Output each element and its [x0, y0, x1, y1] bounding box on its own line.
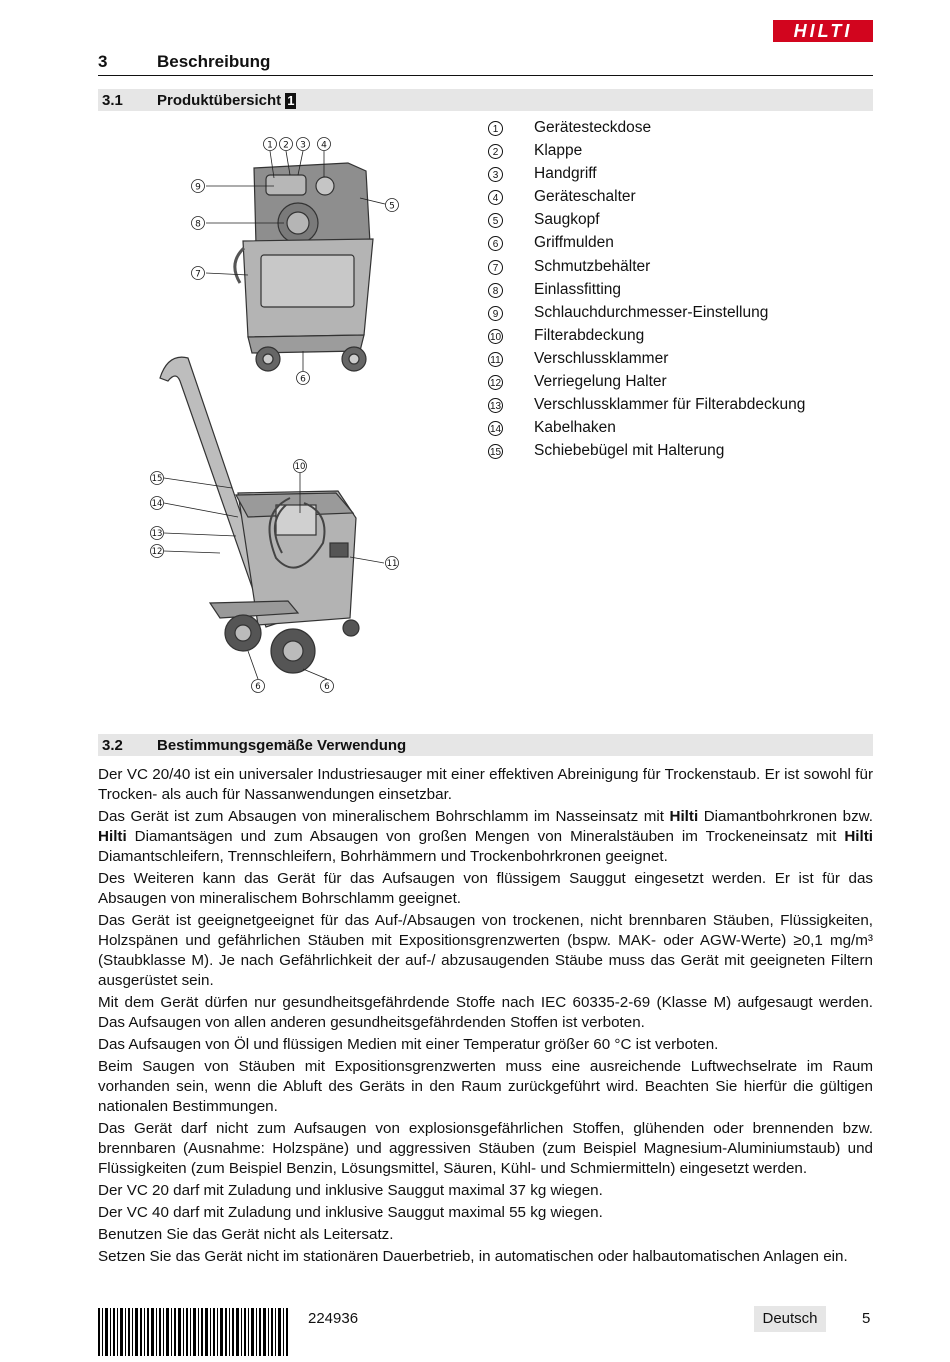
legend-number: 12: [488, 375, 503, 390]
legend-number: 4: [488, 190, 503, 205]
callout-6a: 6: [255, 682, 261, 692]
callout-6: 6: [300, 374, 306, 385]
product-illustration: [98, 113, 483, 710]
paragraph: Das Gerät darf nicht zum Aufsaugen von explosionsgefährlichen Stoffen, glühenden oder brennenden bzw. brennbaren (Ausnahme: Holzspäne) und aggressiven Stäuben (zum Beispiel Magnesium-Aluminiumstaub) und Flüssigkeiten (zum Beispiel Benzin, Lösungsmittel, Säuren, Kühl- und Schmiermitteln) eingesetzt werden.: [98, 1120, 873, 1177]
legend-label: Verriegelung Halter: [534, 373, 667, 391]
legend-item: [488, 142, 873, 165]
legend-label: Klappe: [534, 142, 583, 160]
legend-number: 9: [488, 306, 503, 321]
legend-number: 10: [488, 329, 503, 344]
document-number: 224936: [308, 1310, 359, 1327]
legend-number: 14: [488, 421, 503, 436]
legend-label: Verschlussklammer: [534, 349, 669, 367]
legend-item: [488, 188, 873, 211]
legend-label: Filterabdeckung: [534, 326, 645, 344]
callout-8: 8: [195, 219, 201, 230]
subsection-title-text: Produktübersicht: [157, 92, 282, 109]
paragraph: Das Gerät ist zum Absaugen von mineralischem Bohrschlamm im Nasseinsatz mit Hilti Diamantbohrkronen bzw. Hilti Diamantsägen und zum Absaugen von großen Mengen von Mineralstäuben im Trockeneinsatz mit Hilti Diamantschleifern, Trennschleifern, Bohrhämmern und Trockenbohrkronen geeignet.: [98, 808, 874, 865]
legend-number: 15: [488, 444, 503, 459]
legend-number: 5: [488, 213, 503, 228]
legend-label: Schmutzbehälter: [534, 257, 651, 275]
legend-item: [488, 281, 873, 304]
hilti-logo: HILTI: [773, 20, 873, 42]
legend-item: [488, 304, 873, 327]
subsection-title: [157, 92, 296, 109]
callout-12: 12: [151, 547, 163, 557]
figure-ref-badge: 1: [287, 93, 295, 108]
language-label: Deutsch: [754, 1306, 826, 1332]
subsection-title: Bestimmungsgemäße Verwendung: [157, 737, 407, 754]
section-heading: [98, 52, 873, 76]
paragraph: Der VC 20 darf mit Zuladung und inklusive Sauggut maximal 37 kg wiegen.: [98, 1182, 603, 1199]
barcode: [98, 1308, 288, 1356]
callout-1: 1: [267, 140, 273, 151]
legend-list: [488, 119, 873, 465]
legend-label: Handgriff: [534, 165, 597, 183]
paragraph: Des Weiteren kann das Gerät für das Aufsaugen von flüssigem Sauggut eingesetzt werden. Er ist für das Absaugen von mineralischem Bohrschlamm geeignet.: [98, 870, 873, 907]
callout-14: 14: [151, 499, 163, 509]
legend-item: [488, 419, 873, 442]
callout-10: 10: [294, 462, 306, 472]
legend-number: 11: [488, 352, 503, 367]
legend-label: Einlassfitting: [534, 280, 622, 298]
paragraph: Benutzen Sie das Gerät nicht als Leitersatz.: [98, 1226, 394, 1243]
legend-number: 3: [488, 167, 503, 182]
vacuum-top-view: [235, 163, 373, 371]
legend-label: Schiebebügel mit Halterung: [534, 442, 725, 460]
subsection-heading-3-2: [98, 734, 873, 756]
subsection-number: 3.1: [102, 92, 123, 109]
legend-item: [488, 211, 873, 234]
paragraph: Der VC 20/40 ist ein universaler Industriesauger mit einer effektiven Abreinigung für Trockenstaub. Er ist sowohl für Trocken- als auch für Nassanwendungen einsetzbar.: [98, 766, 873, 803]
legend-label: Griffmulden: [534, 234, 614, 252]
section-number: 3: [98, 52, 108, 71]
legend-number: 2: [488, 144, 503, 159]
callout-3: 3: [300, 140, 306, 151]
legend-number: 13: [488, 398, 503, 413]
legend-number: 6: [488, 236, 503, 251]
callout-13: 13: [151, 529, 163, 539]
legend-item: [488, 258, 873, 281]
paragraph: Mit dem Gerät dürfen nur gesundheitsgefährdende Stoffe nach IEC 60335-2-69 (Klasse M) aufgesaugt werden. Das Aufsaugen von allen anderen gesundheitsgefährdenden Stoffen ist verboten.: [98, 994, 873, 1031]
legend-item: [488, 119, 873, 142]
subsection-number: 3.2: [102, 737, 123, 754]
paragraph: Das Gerät ist geeignetgeeignet für das Auf-/Absaugen von trockenen, nicht brennbaren Stäuben, Flüssigkeiten, Holzspänen und gefährlichen Stäuben mit Expositionsgrenzwerten (bspw. MAK- oder AGW-Werte) ≥0,1 mg/m³ (Staubklasse M). Je nach Gefährlichkeit der auf-/ abzusaugenden Stäube muss das Gerät mit geeigneten Filtern ausgerüstet sein.: [98, 912, 873, 989]
page-number: 5: [862, 1310, 871, 1327]
legend-item: [488, 327, 873, 350]
callout-15: 15: [151, 474, 163, 484]
legend-label: Kabelhaken: [534, 419, 616, 437]
callout-7: 7: [195, 269, 201, 280]
legend-item: [488, 442, 873, 465]
callout-2: 2: [283, 140, 289, 151]
legend-number: 1: [488, 121, 503, 136]
callout-11: 11: [386, 559, 398, 569]
legend-label: Geräteschalter: [534, 188, 636, 206]
legend-item: [488, 165, 873, 188]
legend-label: Gerätesteckdose: [534, 119, 652, 136]
callout-4: 4: [321, 140, 327, 151]
paragraph: Das Aufsaugen von Öl und flüssigen Medien mit einer Temperatur größer 60 °C ist verboten.: [98, 1036, 719, 1053]
section-title: Beschreibung: [157, 52, 271, 71]
legend-item: [488, 234, 873, 257]
paragraph: Beim Saugen von Stäuben mit Expositionsgrenzwerten muss eine ausreichende Luftwechselrate im Raum vorhanden sein, wenn die Abluft des Geräts in den Raum zurückgeführt wird. Beachten Sie hierfür die gültigen nationalen Bestimmungen.: [98, 1058, 873, 1115]
legend-label: Schlauchdurchmesser-Einstellung: [534, 303, 769, 321]
legend-number: 8: [488, 283, 503, 298]
subsection-heading-3-1: [98, 89, 873, 111]
usage-text: [98, 765, 873, 1269]
callout-9: 9: [195, 182, 201, 193]
legend-item: [488, 350, 873, 373]
legend-label: Verschlussklammer für Filterabdeckung: [534, 396, 806, 414]
paragraph: Der VC 40 darf mit Zuladung und inklusive Sauggut maximal 55 kg wiegen.: [98, 1204, 603, 1221]
callout-6b: 6: [324, 682, 330, 692]
legend-item: [488, 396, 873, 419]
legend-item: [488, 373, 873, 396]
paragraph: Setzen Sie das Gerät nicht im stationären Dauerbetrieb, in automatischen oder halbautomatischen Anlagen ein.: [98, 1248, 848, 1265]
legend-number: 7: [488, 260, 503, 275]
callout-5: 5: [389, 201, 395, 212]
legend-label: Saugkopf: [534, 211, 600, 229]
